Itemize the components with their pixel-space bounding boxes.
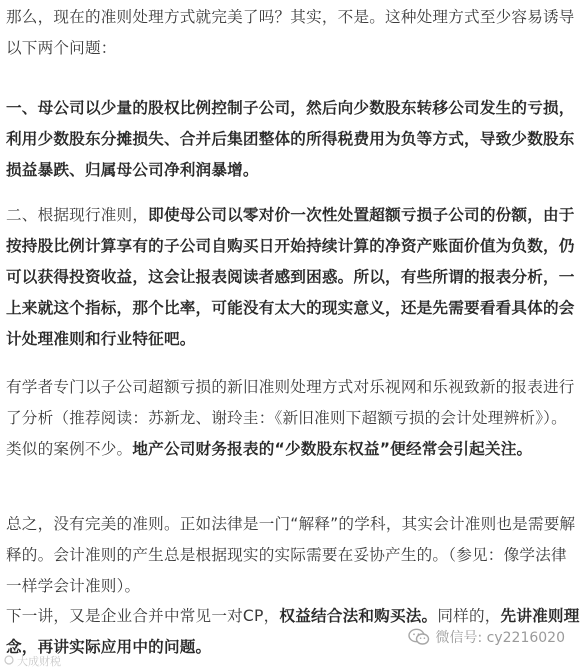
- scholar-text: 有学者专门以子公司超额亏损的新旧准则处理方式对乐视网和乐视致新的报表进行了分析（推荐阅读：苏新龙、谢玲圭：《新旧准则下超额亏损的会计处理辨析》）。类似的案例不少。: [6, 378, 575, 458]
- conclusion-text: 总之，没有完美的准则。正如法律是一门“解释”的学科，其实会计准则也是需要解释的。会计准则的产生总是根据现实的实际需要在妥协产生的。（参见：: [6, 515, 576, 564]
- corner-watermark: [4, 653, 61, 669]
- scholar-bold: 地产公司财务报表的“少数股东权益”便经常会引起关注。: [132, 440, 533, 458]
- reference-link[interactable]: 像学法律一样学会计准则: [6, 546, 567, 595]
- paragraph-scholar: [6, 372, 580, 465]
- next-lecture-c: 同样的，: [437, 607, 501, 625]
- issue-two-lead: 二、根据现行准则，: [6, 206, 149, 224]
- next-lecture-d: 先讲准则理念，再讲实际应用中的问题。: [6, 607, 580, 656]
- wechat-icon: [408, 628, 430, 646]
- paragraph-intro-text: 那么，现在的准则处理方式就完美了吗？其实，不是。这种处理方式至少容易诱导以下两个问题：: [6, 8, 575, 57]
- paragraph-issue-one: [6, 93, 580, 186]
- paragraph-conclusion: [6, 509, 580, 602]
- wechat-id: 微信号: cy2216020: [435, 630, 565, 646]
- next-lecture-a: 下一讲，又是企业合并中常见一对CP，: [6, 607, 280, 625]
- issue-two-bold: 即使母公司以零对价一次性处置超额亏损子公司的份额，由于按持股比例计算享有的子公司自购买日开始持续计算的净资产账面价值为负数，仍可以获得投资收益，这会让报表阅读者感到困惑。所以，有些所谓的报表分析，一上来就这个指标，那个比率，可能没有太大的现实意义，还是先需要看看具体的会计处理准则和行业特征吧。: [6, 206, 575, 348]
- next-lecture-b: 权益结合法和购买法。: [279, 607, 438, 625]
- paragraph-issue-two: [6, 200, 580, 355]
- conclusion-tail: ）。: [116, 577, 141, 595]
- wechat-watermark: [406, 627, 568, 647]
- corner-logo-icon: [4, 655, 14, 668]
- corner-text: 大成财税: [17, 655, 61, 668]
- paragraph-issue-one-text: 一、母公司以少量的股权比例控制子公司，然后向少数股东转移公司发生的亏损，利用少数股东分摊损失、合并后集团整体的所得税费用为负等方式，导致少数股东损益暴跌、归属母公司净利润暴增。: [6, 99, 575, 179]
- paragraph-intro: [6, 2, 580, 64]
